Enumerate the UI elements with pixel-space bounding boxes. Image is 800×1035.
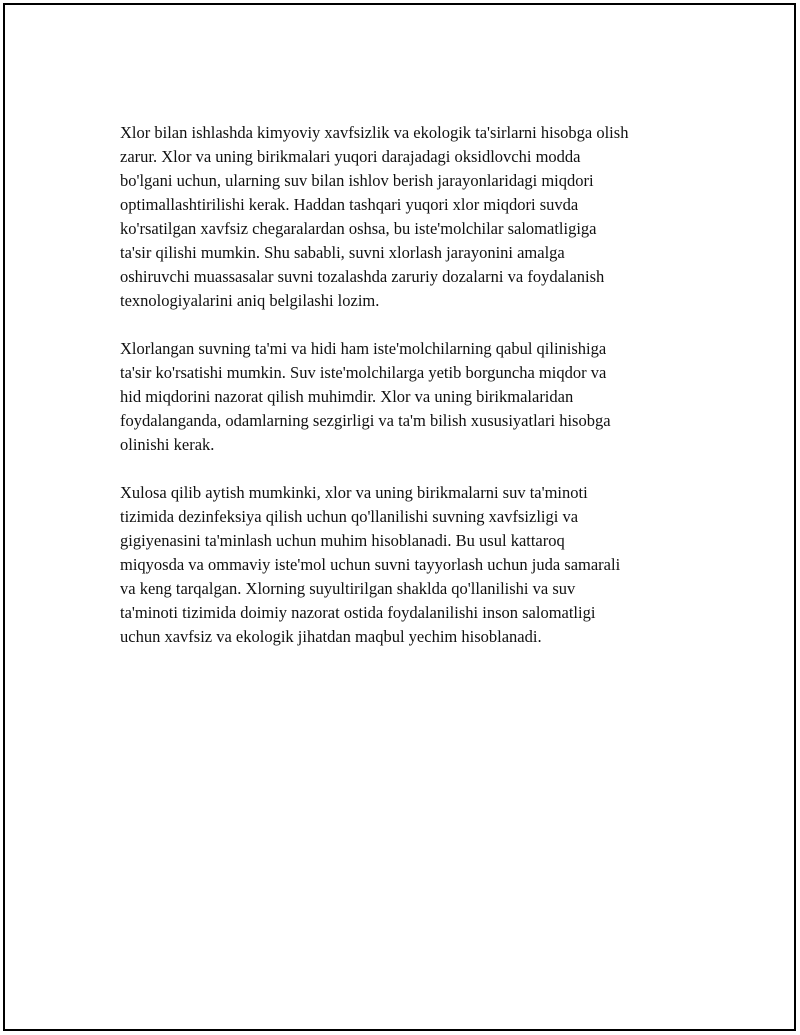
paragraph-line: optimallashtirilishi kerak. Haddan tashqari yuqori xlor miqdori suvda [120,195,579,214]
paragraph-line: gigiyenasini ta'minlash uchun muhim hisoblanadi. Bu usul kattaroq [120,531,565,550]
paragraph-2 [120,337,700,457]
document-body [120,121,700,673]
paragraph-line: Xlor bilan ishlashda kimyoviy xavfsizlik va ekologik ta'sirlarni hisobga olish [120,123,629,142]
paragraph-line: uchun xavfsiz va ekologik jihatdan maqbul yechim hisoblanadi. [120,627,542,646]
paragraph-line: Xlorlangan suvning ta'mi va hidi ham iste'molchilarning qabul qilinishiga [120,339,607,358]
paragraph-line: bo'lgani uchun, ularning suv bilan ishlov berish jarayonlaridagi miqdori [120,171,594,190]
paragraph-line: foydalanganda, odamlarning sezgirligi va ta'm bilish xususiyatlari hisobga [120,411,611,430]
paragraph-line: olinishi kerak. [120,435,215,454]
paragraph-line: Xulosa qilib aytish mumkinki, xlor va uning birikmalarni suv ta'minoti [120,483,588,502]
paragraph-line: miqyosda va ommaviy iste'mol uchun suvni tayyorlash uchun juda samarali [120,555,621,574]
paragraph-line: va keng tarqalgan. Xlorning suyultirilgan shaklda qo'llanilishi va suv [120,579,576,598]
paragraph-line: ta'sir ko'rsatishi mumkin. Suv iste'molchilarga yetib borguncha miqdor va [120,363,607,382]
paragraph-line: ta'minoti tizimida doimiy nazorat ostida foydalanilishi inson salomatligi [120,603,596,622]
paragraph-1 [120,121,700,313]
page-frame [3,3,796,1031]
paragraph-line: zarur. Xlor va uning birikmalari yuqori darajadagi oksidlovchi modda [120,147,581,166]
paragraph-3 [120,481,700,649]
paragraph-line: tizimida dezinfeksiya qilish uchun qo'llanilishi suvning xavfsizligi va [120,507,579,526]
paragraph-line: ko'rsatilgan xavfsiz chegaralardan oshsa, bu iste'molchilar salomatligiga [120,219,597,238]
paragraph-line: texnologiyalarini aniq belgilashi lozim. [120,291,380,310]
paragraph-line: oshiruvchi muassasalar suvni tozalashda zaruriy dozalarni va foydalanish [120,267,605,286]
paragraph-line: hid miqdorini nazorat qilish muhimdir. Xlor va uning birikmalaridan [120,387,574,406]
paragraph-line: ta'sir qilishi mumkin. Shu sababli, suvni xlorlash jarayonini amalga [120,243,565,262]
